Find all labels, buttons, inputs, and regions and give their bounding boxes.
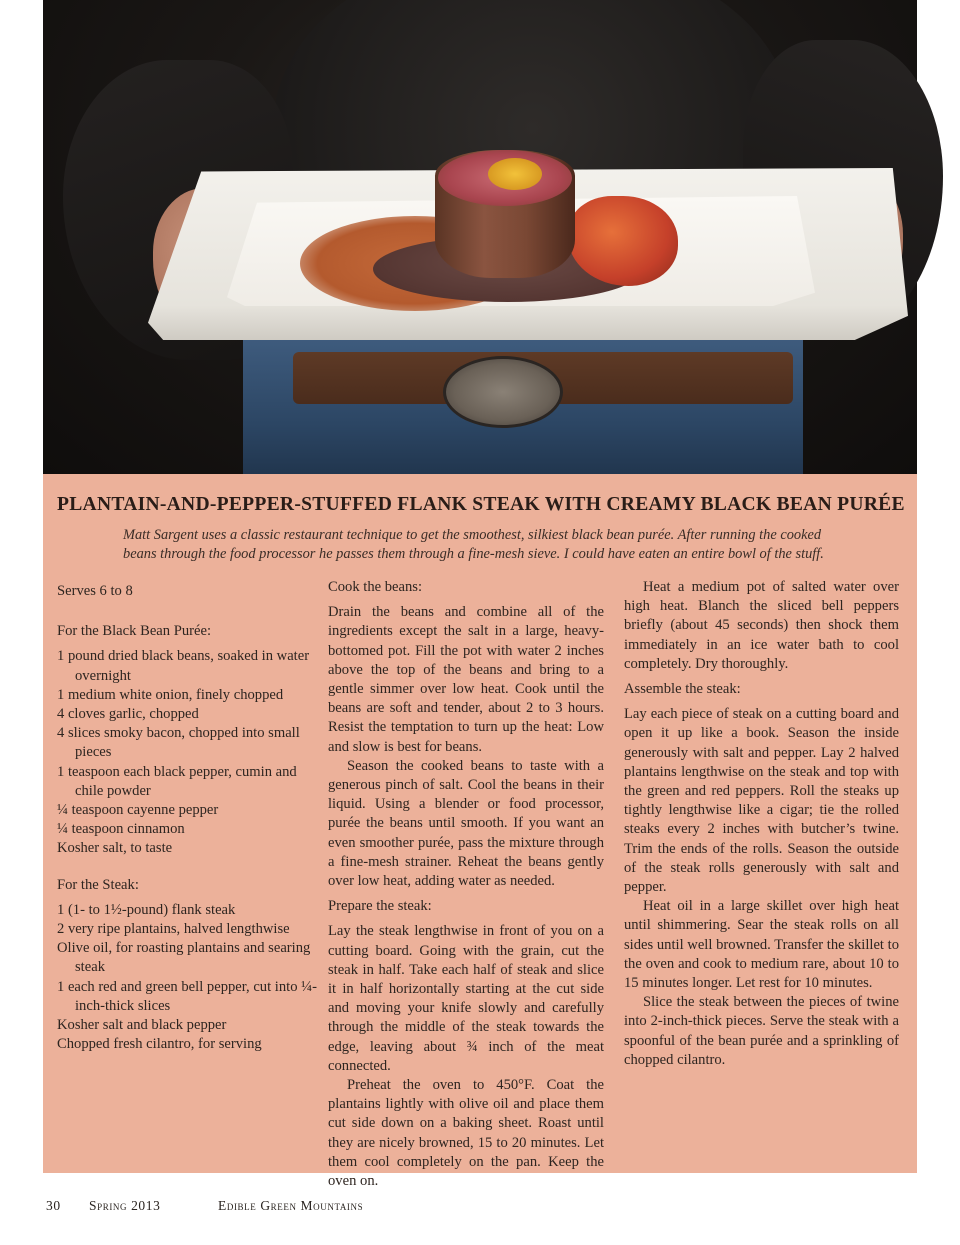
magazine-name: Edible Green Mountains: [218, 1198, 364, 1213]
ingredient-item: 1 pound dried black beans, soaked in water overnight: [57, 648, 310, 684]
method-paragraph: Drain the beans and combine all of the ingredients except the salt in a large, heavy-bottomed pot. Fill the pot with water 2 inches above the top of the beans and bring to a gentle simmer over low heat. Cook until the beans are soft and tender, about 2 to 3 hours. Resist the temptation to turn up the heat: Low and slow is best for beans.: [328, 604, 604, 755]
spacer: [57, 601, 319, 622]
method-paragraph: Heat oil in a large skillet over high heat until shimmering. Sear the steak rolls on all sides until well browned. Transfer the skillet to the oven and cook to medium rare, about 10 to 15 minutes longer. Let rest for 10 minutes.: [624, 898, 899, 992]
pepper-garnish: [488, 158, 542, 190]
issue-season: Spring 2013: [89, 1198, 161, 1213]
ingredient-item: ¼ teaspoon cinnamon: [57, 821, 185, 838]
ingredient-item: 1 each red and green bell pepper, cut into ¼-inch-thick slices: [57, 978, 317, 1014]
method-paragraph: Season the cooked beans to taste with a generous pinch of salt. Cool the beans in their liquid. Using a blender or food processor, purée the beans until smooth. If you want an even smoother purée, pass the mixture through a fine-mesh strainer. Reheat the beans gently over low heat, adding water as needed.: [328, 757, 604, 890]
belt-buckle: [443, 356, 563, 428]
spacer: [57, 859, 319, 876]
ingredient-item: Kosher salt, to taste: [57, 840, 173, 857]
ingredient-item: 2 very ripe plantains, halved lengthwise: [57, 921, 290, 938]
method-column-2: [624, 578, 899, 1070]
method-paragraph: Lay the steak lengthwise in front of you on a cutting board. Going with the grain, cut the steak in half. Take each half of steak and slice it in half horizontally starting at the cut side and moving your knife slowly and carefully through the middle of the steak towards the edge, leaving about ¾ inch of the meat connected.: [328, 923, 604, 1074]
assemble-heading: Assemble the steak:: [624, 681, 741, 698]
hero-photo: [43, 0, 917, 474]
method-paragraph: Preheat the oven to 450°F. Coat the plantains lightly with olive oil and place them cut side down on a baking sheet. Roast until they are nicely browned, 15 to 20 minutes. Let them cool completely on the pan. Keep the oven on.: [328, 1077, 604, 1190]
ingredient-item: 1 (1- to 1½-pound) flank steak: [57, 901, 236, 918]
recipe-intro: Matt Sargent uses a classic restaurant technique to get the smoothest, silkiest black bean purée. After running the cooked beans through the food processor he passes them through a fine-mesh sieve. I could have eaten an entire bowl of the stuff.: [123, 527, 824, 562]
bean-heading: For the Black Bean Purée:: [57, 623, 212, 640]
method-paragraph: Lay each piece of steak on a cutting board and open it up like a book. Season the inside generously with salt and pepper. Lay 2 halved plantains lengthwise on the steak and top with the green and red peppers. Roll the steaks up tightly lengthwise like a cigar; tie the rolled steaks every 2 inches with butcher’s twine. Trim the ends of the rolls. Season the outside of the steak rolls generously with salt and pepper.: [624, 706, 899, 896]
ingredient-item: 1 medium white onion, finely chopped: [57, 686, 284, 703]
recipe-panel: [43, 474, 917, 1190]
ingredient-item: ¼ teaspoon cayenne pepper: [57, 802, 219, 819]
ingredient-item: Kosher salt and black pepper: [57, 1017, 227, 1034]
recipe-title: PLANTAIN-AND-PEPPER-STUFFED FLANK STEAK WITH CREAMY BLACK BEAN PURÉE: [57, 494, 905, 515]
ingredients-column: [57, 582, 319, 1054]
ingredient-item: 4 cloves garlic, chopped: [57, 706, 199, 723]
page-number: 30: [46, 1198, 61, 1213]
prepare-heading: Prepare the steak:: [328, 898, 432, 915]
ingredient-item: 4 slices smoky bacon, chopped into small pieces: [57, 725, 300, 761]
ingredient-item: Chopped fresh cilantro, for serving: [57, 1036, 262, 1053]
cook-beans-heading: Cook the beans:: [328, 579, 423, 595]
method-paragraph: Heat a medium pot of salted water over high heat. Blanch the sliced bell peppers briefly (about 45 seconds) then shock them immediately in an ice water bath to cool completely. Dry thoroughly.: [624, 579, 899, 672]
ingredient-item: Olive oil, for roasting plantains and searing steak: [57, 940, 311, 976]
ingredient-item: 1 teaspoon each black pepper, cumin and chile powder: [57, 763, 297, 799]
serves: Serves 6 to 8: [57, 583, 133, 599]
steak-heading: For the Steak:: [57, 876, 139, 893]
method-paragraph: Slice the steak between the pieces of twine into 2-inch-thick pieces. Serve the steak with a spoonful of the bean purée and a sprinkling of chopped cilantro.: [624, 994, 899, 1068]
method-column-1: [328, 578, 604, 1190]
